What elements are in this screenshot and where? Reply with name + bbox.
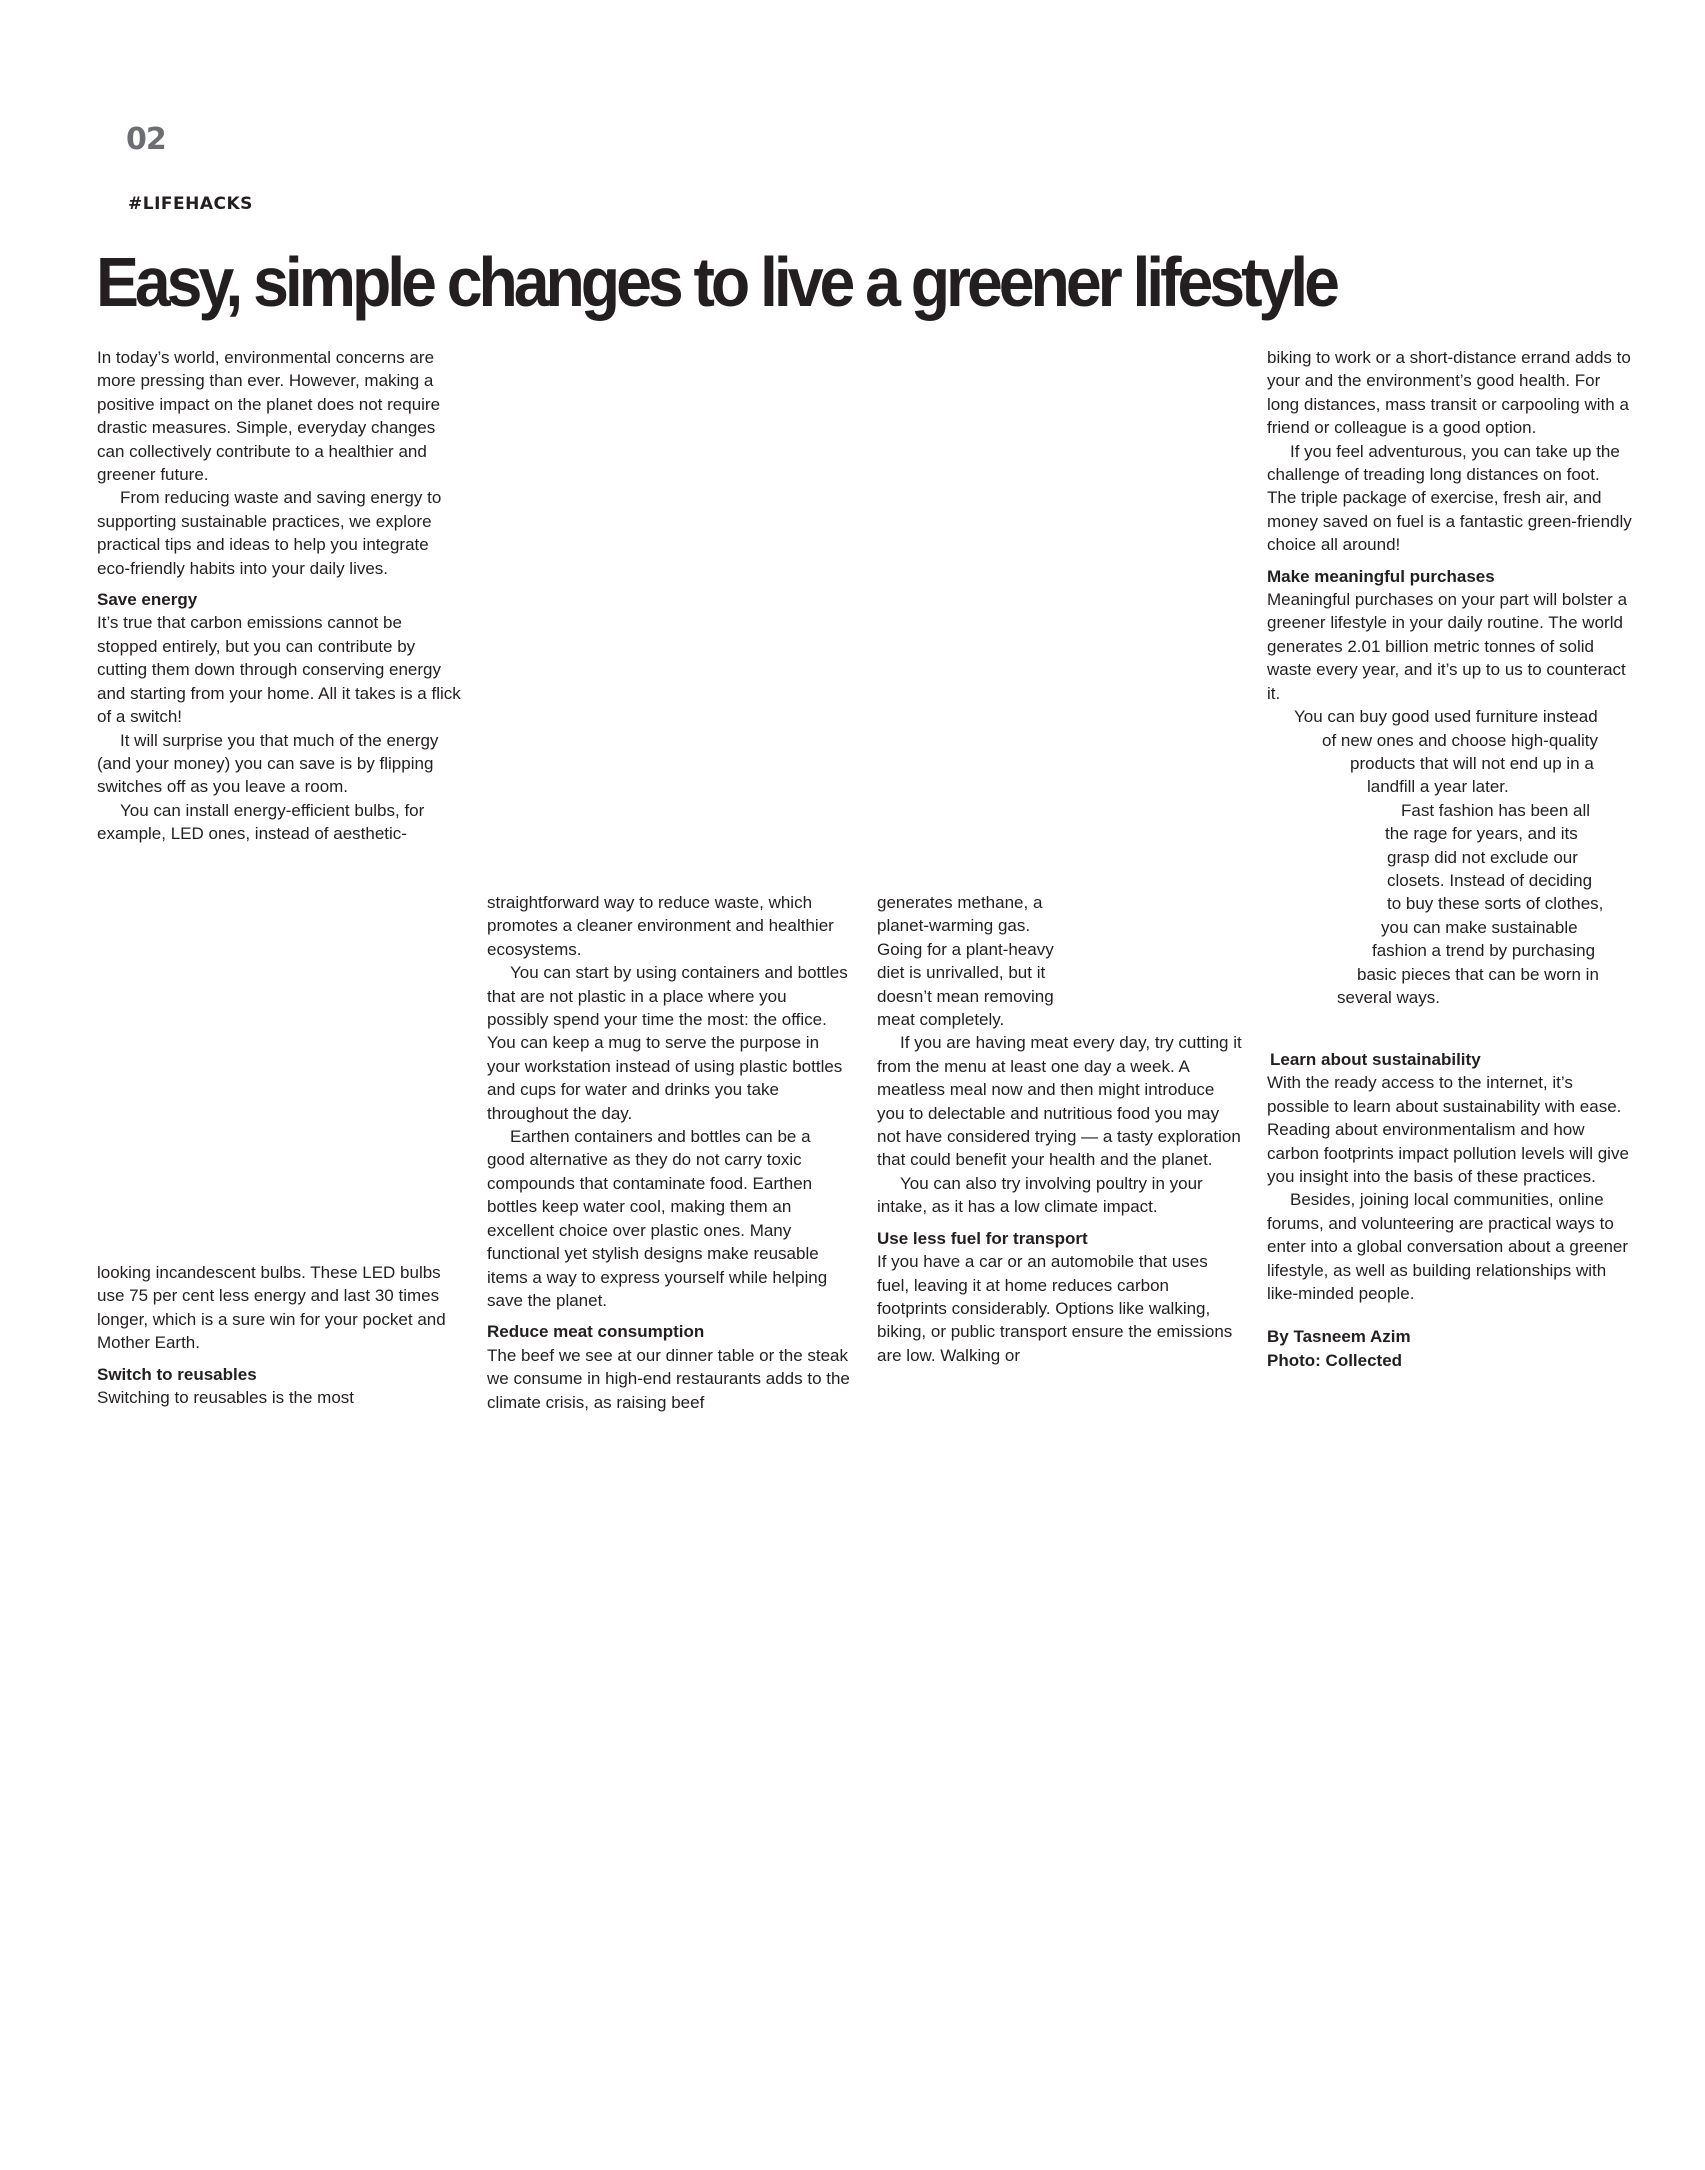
- paragraph: Besides, joining local communities, online forums, and volunteering are practical ways to enter into a global conversation about a greener lifestyle, as well as building relationships with like-minded people.: [1267, 1190, 1629, 1304]
- paragraph: From reducing waste and saving energy to supporting sustainable practices, we explore practical tips and ideas to help you integrate eco-friendly habits into your daily lives.: [97, 488, 442, 578]
- paragraph: The beef we see at our dinner table or the steak we consume in high-end restaurants adds to the climate crisis, as raising beef: [487, 1345, 850, 1412]
- paragraph: straightforward way to reduce waste, which promotes a cleaner environment and healthier ecosystems.: [487, 893, 834, 959]
- paragraph: generates methane, a planet-warming gas. Going for a plant-heavy diet is unrivalled, but it doesn’t mean removing meat completely.: [877, 893, 1054, 1030]
- paragraph: You can install energy-efficient bulbs, for example, LED ones, instead of aesthetic-: [97, 800, 425, 844]
- paragraph: Switching to reusables is the most: [97, 1388, 355, 1408]
- wrap-line: products that will not end up in a: [1350, 753, 1594, 773]
- wrap-line: fashion a trend by purchasing: [1372, 941, 1596, 961]
- paragraph: You can start by using containers and bottles that are not plastic in a place where you possibly spend your time the most: the office. You can keep a mug to serve the purpose in your workstation instead of using plastic bottles and cups for water and drinks you take throughout the day.: [487, 963, 848, 1123]
- wrap-line: of new ones and choose high-quality: [1322, 730, 1598, 750]
- paragraph: If you have a car or an automobile that uses fuel, leaving it at home reduces carbon footprints considerably. Options like walking, biking, or public transport ensure the emissions are low. Walking or: [877, 1252, 1233, 1365]
- paragraph: biking to work or a short-distance errand adds to your and the environment’s good health. For long distances, mass transit or carpooling with a friend or colleague is a good option.: [1267, 348, 1631, 438]
- article-column-4-top: [1267, 346, 1632, 1009]
- paragraph: looking incandescent bulbs. These LED bulbs use 75 per cent less energy and last 30 times longer, which is a sure win for your pocket and Mother Earth.: [97, 1263, 446, 1353]
- section-tag: #LIFEHACKS: [128, 194, 253, 214]
- paragraph: In today’s world, environmental concerns are more pressing than ever. However, making a positive impact on the planet does not require drastic measures. Simple, everyday changes can collectively contribute to a healthier and greener future.: [97, 348, 441, 485]
- byline: By Tasneem Azim: [1267, 1327, 1411, 1347]
- credits: [1267, 1325, 1632, 1372]
- article-column-4-bottom: [1267, 1048, 1632, 1372]
- paragraph: It’s true that carbon emissions cannot be stopped entirely, but you can contribute by cutting them down through conserving energy and starting from your home. All it takes is a flick of a switch!: [97, 613, 461, 727]
- article-column-1-bottom: [97, 1261, 462, 1409]
- page-number: 02: [126, 122, 166, 157]
- article-column-1-top: [97, 346, 462, 846]
- wrap-line: closets. Instead of deciding: [1387, 870, 1593, 890]
- wrap-line: several ways.: [1337, 987, 1440, 1007]
- wrap-line: the rage for years, and its: [1385, 824, 1578, 844]
- wrap-line: landfill a year later.: [1367, 777, 1509, 797]
- wrap-line: You can buy good used furniture instead: [1294, 707, 1598, 727]
- subheading-make-meaningful-purchases: Make meaningful purchases: [1267, 566, 1495, 586]
- paragraph: If you feel adventurous, you can take up the challenge of treading long distances on foot. The triple package of exercise, fresh air, and money saved on fuel is a fantastic green-friendly choice all around!: [1267, 441, 1632, 555]
- text-wrap-paragraph: [1267, 705, 1632, 1009]
- article-column-2: [487, 891, 852, 1414]
- paragraph: With the ready access to the internet, it’s possible to learn about sustainability with ease. Reading about environmentalism and how carbon footprints impact pollution levels will give you insight into the basis of these practices.: [1267, 1073, 1629, 1187]
- paragraph: Meaningful purchases on your part will bolster a greener lifestyle in your daily routine. The world generates 2.01 billion metric tonnes of solid waste every year, and it’s up to us to counteract it.: [1267, 590, 1628, 703]
- subheading-save-energy: Save energy: [97, 590, 198, 610]
- wrap-line: grasp did not exclude our: [1387, 847, 1578, 867]
- paragraph: Earthen containers and bottles can be a good alternative as they do not carry toxic compounds that contaminate food. Earthen bottles keep water cool, making them an excellent choice over plastic ones. Many functional yet stylish designs make reusable items a way to express yourself while helping save the planet.: [487, 1127, 828, 1310]
- photo-credit: Photo: Collected: [1267, 1350, 1403, 1370]
- article-column-3: [877, 891, 1242, 1367]
- subheading-learn-about-sustainability: Learn about sustainability: [1270, 1050, 1481, 1069]
- wrap-line: basic pieces that can be worn in: [1357, 964, 1599, 984]
- paragraph: It will surprise you that much of the energy (and your money) you can save is by flipping switches off as you leave a room.: [97, 730, 439, 797]
- subheading-reduce-meat-consumption: Reduce meat consumption: [487, 1322, 705, 1342]
- paragraph: You can also try involving poultry in your intake, as it has a low climate impact.: [877, 1173, 1203, 1217]
- subheading-switch-to-reusables: Switch to reusables: [97, 1364, 257, 1384]
- paragraph: If you are having meat every day, try cutting it from the menu at least one day a week. A meatless meal now and then might introduce you to delectable and nutritious food you may not have considered trying — a tasty exploration that could benefit your health and the planet.: [877, 1033, 1242, 1170]
- wrap-line: Fast fashion has been all: [1401, 800, 1591, 820]
- headline: Easy, simple changes to live a greener lifestyle: [96, 243, 1336, 321]
- wrap-line: you can make sustainable: [1381, 917, 1578, 937]
- subheading-use-less-fuel: Use less fuel for transport: [877, 1228, 1088, 1248]
- wrap-line: to buy these sorts of clothes,: [1387, 894, 1604, 914]
